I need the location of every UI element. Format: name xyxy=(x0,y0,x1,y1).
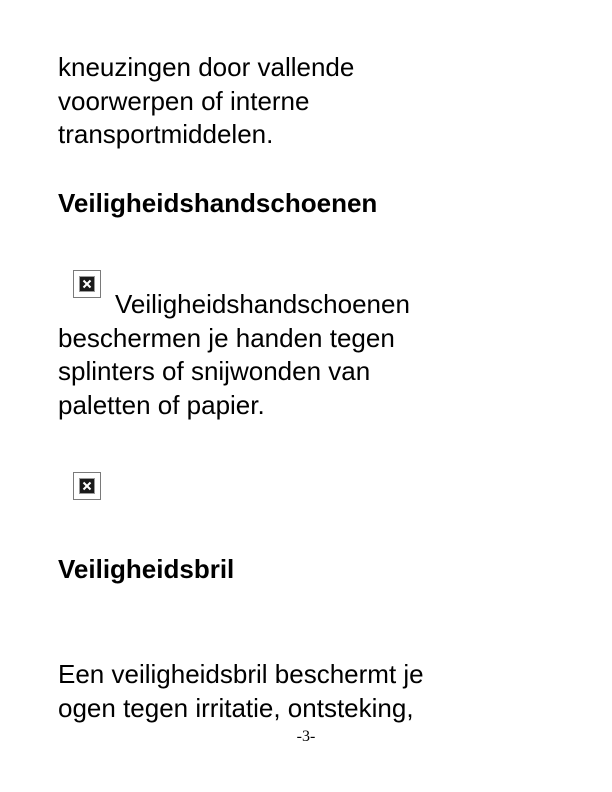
paragraph-line: transportmiddelen. xyxy=(58,119,274,149)
paragraph-line: paletten of papier. xyxy=(58,389,265,420)
heading-gloves: Veiligheidshandschoenen xyxy=(58,188,378,218)
paragraph-line: Een veiligheidsbril beschermt je xyxy=(58,659,424,689)
page-number: -3- xyxy=(296,728,316,745)
broken-image-icon xyxy=(73,472,101,500)
paragraph-line: Veiligheidshandschoenen xyxy=(115,289,410,319)
paragraph-line: ogen tegen irritatie, ontsteking, xyxy=(58,692,414,723)
paragraph-glasses xyxy=(58,658,424,725)
paragraph-gloves xyxy=(58,288,410,422)
paragraph-transport xyxy=(58,51,354,152)
paragraph-line: beschermen je handen tegen xyxy=(58,322,395,353)
paragraph-line: kneuzingen door vallende xyxy=(58,52,355,82)
paragraph-line: voorwerpen of interne xyxy=(58,85,310,116)
paragraph-line: splinters of snijwonden van xyxy=(58,356,371,386)
heading-glasses: Veiligheidsbril xyxy=(58,554,235,584)
cross-icon xyxy=(82,481,92,491)
